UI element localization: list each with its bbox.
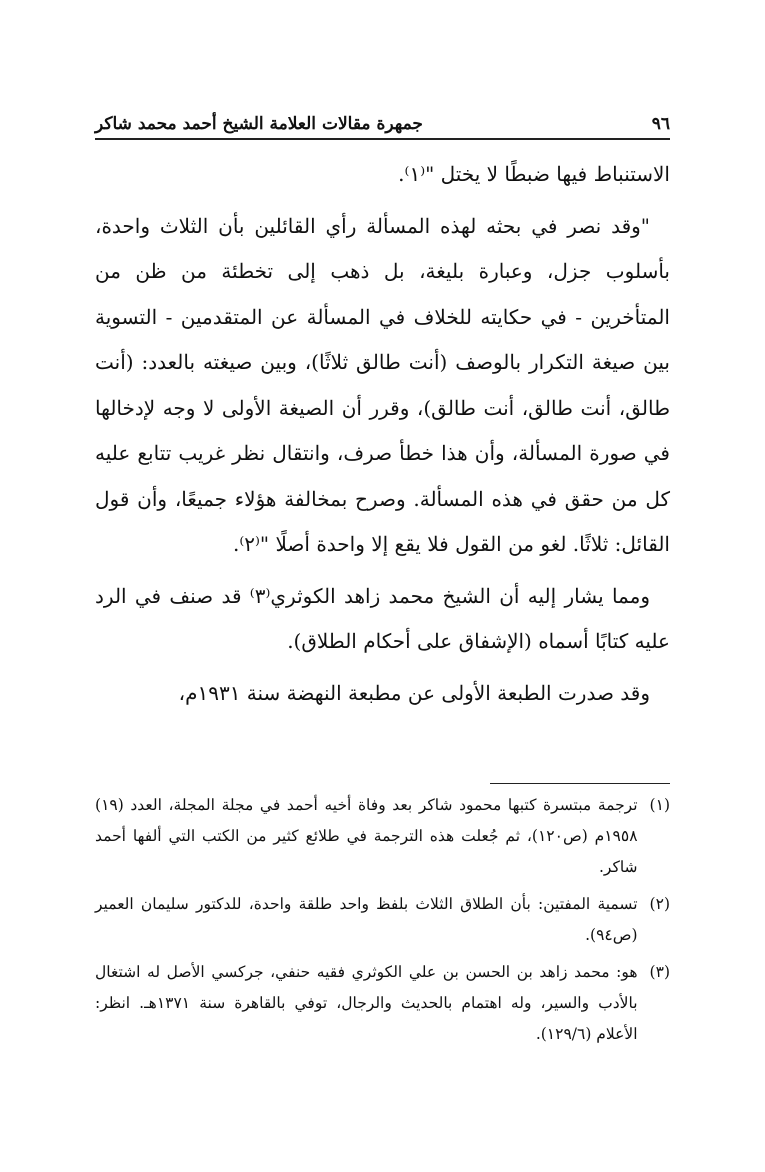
paragraph: ومما يشار إليه أن الشيخ محمد زاهد الكوثري⁽٣⁾ قد صنف في الرد عليه كتابًا أسماه (الإشفاق على أحكام الطلاق). [95, 583, 670, 653]
paragraph: وقد صدرت الطبعة الأولى عن مطبعة النهضة سنة ١٩٣١م، [178, 680, 650, 705]
footnote-number: (٢) [649, 895, 670, 913]
footnote-number: (١) [649, 796, 670, 814]
footnote-rule [490, 783, 670, 784]
main-text [95, 152, 670, 722]
footnote-text: تسمية المفتين: بأن الطلاق الثلاث بلفظ واحد طلقة واحدة، للدكتور سليمان العمير (ص٩٤). [95, 895, 638, 944]
page-number: ٩٦ [651, 114, 670, 134]
footnote [95, 889, 670, 951]
running-title: جمهرة مقالات العلامة الشيخ أحمد محمد شاكر [95, 114, 423, 134]
footnotes [95, 790, 670, 1056]
footnote-text: هو: محمد زاهد بن الحسن بن علي الكوثري فقيه حنفي، جركسي الأصل له اشتغال بالأدب والسير، وله اهتمام بالحديث والرجال، توفي بالقاهرة سنة ١٣٧١هـ. انظر: الأعلام (١٢٩/٦). [95, 963, 638, 1043]
footnote-number: (٣) [649, 963, 670, 981]
footnote [95, 957, 670, 1050]
footnote [95, 790, 670, 883]
paragraph: "وقد نصر في بحثه لهذه المسألة رأي القائلين بأن الثلاث واحدة، بأسلوب جزل، وعبارة بليغة، بل ذهب إلى تخطئة من ظن من المتأخرين - في حكايته للخلاف في المسألة عن المتقدمين - التسوية بين صيغة التكرار بالوصف (أنت طالق ثلاثًا)، وبين صيغته بالعدد: (أنت طالق، أنت طالق، أنت طالق)، وقرر أن الصيغة الأولى لا وجه لإدخالها في صورة المسألة، وأن هذا خطأ صرف، وانتقال نظر غريب تتابع عليه كل من حقق في هذه المسألة. وصرح بمخالفة هؤلاء جميعًا، وأن قول القائل: ثلاثًا. لغو من القول فلا يقع إلا واحدة أصلًا "⁽٢⁾. [95, 213, 670, 556]
footnote-text: ترجمة مبتسرة كتبها محمود شاكر بعد وفاة أخيه أحمد في مجلة المجلة، العدد (١٩) ١٩٥٨م (ص١٢٠)، ثم جُعلت هذه الترجمة في طلائع كثير من الكتب التي ألفها أحمد شاكر. [95, 796, 638, 876]
paragraph: الاستنباط فيها ضبطًا لا يختل "⁽١⁾. [398, 162, 670, 186]
header-rule [95, 138, 670, 140]
running-header [95, 100, 670, 134]
